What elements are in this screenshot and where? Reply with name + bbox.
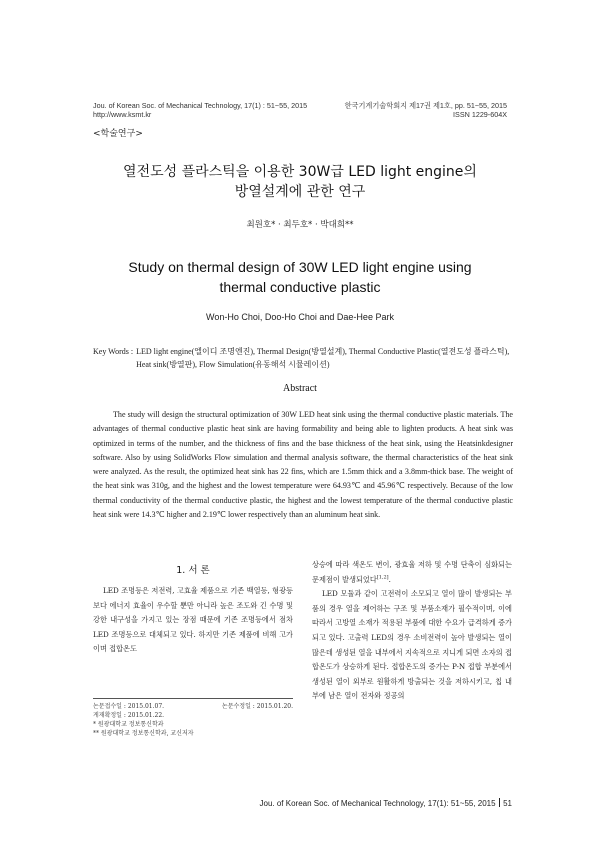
footnote-dates <box>93 702 293 711</box>
title-english-line1: Study on thermal design of 30W LED light engine using <box>128 259 472 275</box>
abstract-text: The study will design the structural optimization of 30W LED heat sink using the thermal conductive plastic materials. The advantages of thermal conductive plastic heat sink are having formability and being able to lighten products. A heat sink was optimized in terms of the number, and the thickness of fins and the base thickness of the heat sink, using the Heatsinkdesigner software. Also by using SolidWorks Flow simulation and thermal analysis software, the thermal characteristics of the heat sink were analyzed. As the result, the optimized heat sink has 22 fins, which are 1.5mm thick and a 3.8mm-thick base. The weight of the heat sink was 310g, and the highest and the lowest temperature were 64.93℃ and 45.96℃ respectively. Because of the low thermal conductivity of the thermal conductive plastic, the highest and the lowest temperature of the thermal conductive plastic heat sink were 14.3℃ higher and 2.19℃ lower respectively than an aluminum heat sink. <box>93 410 513 520</box>
section-introduction-title: 1. 서 론 <box>176 565 210 576</box>
title-english <box>0 257 600 297</box>
title-english-line2: thermal conductive plastic <box>219 279 381 295</box>
header-journal-info <box>93 101 307 119</box>
keywords-text: LED light engine(엘이디 조명엔진), Thermal Design(방열설계), Thermal Conductive Plastic(열전도성 플라스틱), Heat sink(방열판), Flow Simulation(유동해석 시뮬레이션) <box>136 347 510 369</box>
body-paragraph-end: . <box>388 574 391 584</box>
page-number: 51 <box>503 799 512 808</box>
date-received: 논문접수일 : 2015.01.07. <box>93 703 165 710</box>
title-korean <box>0 162 600 202</box>
title-korean-line1: 열전도성 플라스틱을 이용한 30W급 LED light engine의 <box>123 164 477 180</box>
body-column-right <box>312 558 512 704</box>
body-paragraph-text: 상승에 따라 색온도 변이, 광효율 저하 및 수명 단축이 심화되는 문제점이 발생되었다 <box>312 560 512 584</box>
header-url[interactable]: http://www.ksmt.kr <box>93 110 152 119</box>
header-issn: ISSN 1229-604X <box>453 110 507 119</box>
date-revised: 논문수정일 : 2015.01.20. <box>221 703 293 710</box>
header-citation-ko: 한국기계기술학회지 제17권 제1호, pp. 51~55, 2015 <box>344 101 507 110</box>
footnote-affiliation-1: * 원광대학교 정보통신학과 <box>93 721 164 728</box>
keywords-label: Key Words : <box>93 347 134 356</box>
body-paragraph: LED 조명등은 저전력, 고효율 제품으로 기존 백열등, 형광등보다 에너지 효율이 우수할 뿐만 아니라 높은 조도와 긴 수명 및 강한 내구성을 가지고 있는 장점 때문에 기존 조명등에서 점차 LED 조명등으로 대체되고 있다. 하지만 기존 제품에 비해 고가이며 접합온도 <box>93 586 293 654</box>
authors-korean: 최원호* · 최두호* · 박대희** <box>246 220 354 230</box>
article-category: <학술연구> <box>93 129 143 139</box>
title-korean-line2: 방열설계에 관한 연구 <box>234 184 366 200</box>
body-paragraph-continued <box>312 558 512 587</box>
citation-ref[interactable]: [1,2] <box>376 574 389 581</box>
header-journal-info-ko <box>345 101 507 119</box>
footnote-affiliation-2: ** 원광대학교 정보통신학과, 교신저자 <box>93 730 194 737</box>
authors-english: Won-Ho Choi, Doo-Ho Choi and Dae-Hee Park <box>206 312 394 322</box>
abstract-heading: Abstract <box>283 383 317 394</box>
footnote-divider <box>93 698 293 699</box>
body-column-left <box>93 584 293 657</box>
date-accepted: 게재확정일 : 2015.01.22. <box>93 712 165 719</box>
header-citation: Jou. of Korean Soc. of Mechanical Technology, 17(1) : 51~55, 2015 <box>93 101 308 110</box>
page-footer <box>260 798 513 808</box>
footer-journal: Jou. of Korean Soc. of Mechanical Technology, 17(1): 51~55, 2015 <box>259 799 496 808</box>
footnotes <box>93 702 293 738</box>
body-paragraph: LED 모듈과 같이 고전력이 소모되고 열이 많이 발생되는 부품의 경우 열을 제어하는 구조 및 부품소재가 필수적이며, 이에 따라서 고방열 소재가 적용된 부품에 대한 수요가 급격하게 증가되고 있다. 고출력 LED의 경우 소비전력이 높아 발생되는 열이 많은데 생성된 열을 내부에서 지속적으로 지니게 되면 소자의 접합온도가 상승하게 된다. 접합온도의 증가는 P-N 접합 부분에서 생성된 열이 외부로 원활하게 방출되는 것을 저하시키고, 칩 내부에 남은 열이 전자와 정공의 <box>312 589 512 701</box>
keywords <box>93 345 513 371</box>
footer-separator <box>499 798 501 807</box>
